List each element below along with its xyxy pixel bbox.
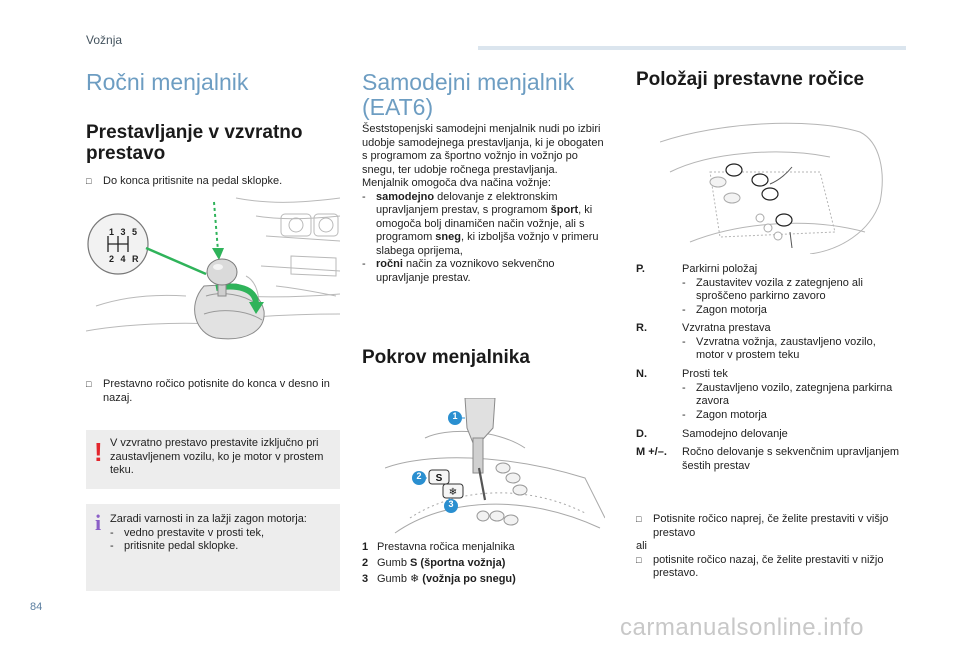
info-box — [86, 504, 340, 591]
bullet-icon: □ — [636, 514, 642, 524]
warning-icon: ! — [94, 437, 103, 467]
info-icon: i — [95, 510, 102, 535]
bullet-icon: □ — [86, 176, 92, 186]
position-d: D. Samodejno delovanje — [636, 428, 788, 440]
gear-labels-bottom: 2 4 R — [109, 254, 141, 264]
bullet-icon: □ — [636, 554, 642, 565]
position-r: R. Vzvratna prestava - Vzvratna vožnja, zaustavljeno vozilo, motor v prostem teku — [636, 322, 876, 361]
gear-selector-illustration — [660, 112, 886, 254]
shift-tips: □ Potisnite ročico naprej, če želite prestaviti v višjo prestavo ali □ potisnite ročico nazaj, če želite prestaviti v nižjo prestavo. — [636, 513, 889, 579]
gearbox-cover-illustration — [385, 398, 605, 536]
page-number: 84 — [30, 601, 43, 613]
position-p: P. Parkirni položaj - Zaustavitev vozila z zategnjeno ali sproščeno parkirno zavoro - Zagon motorja — [636, 263, 863, 316]
section-title: Vožnja — [86, 33, 123, 47]
automatic-description: Šeststopenjski samodejni menjalnik nudi po izbiri udobje samodejnega prestavljanja, ki je obogaten s programom za športno vožnjo in vožnjo po snegu, ter udobje ročnega prestavljanja. Menjalnik omogoča dva načina vožnje: - samodejno delovanje z elektronskim upravljanjem prestav, s programom šport, ki omogoča bolj dinamičen način vožnje, ali s programom sneg, ki izboljša vožnjo v primeru slabega oprijema, - ročni način za voznikovo sekvenčno upravljanje prestav. — [362, 123, 604, 284]
header-rule — [478, 46, 906, 50]
callout-3: 3 — [448, 499, 454, 509]
warning-text: V vzvratno prestavo prestavite izključno pri zaustavljenem vozilu, ko je motor v prostem teku. — [110, 437, 324, 476]
step-clutch: □ Do konca pritisnite na pedal sklopke. — [86, 175, 283, 187]
svg-text:❄: ❄ — [448, 487, 458, 498]
warning-box — [86, 430, 340, 489]
svg-text:S: S — [435, 473, 443, 484]
info-text: Zaradi varnosti in za lažji zagon motorja: - vedno prestavite v prosti tek, - pritisnite pedal sklopke. — [110, 513, 307, 552]
position-n: N. Prosti tek - Zaustavljeno vozilo, zategnjena parkirna zavora - Zagon motorja — [636, 368, 893, 421]
legend-item: 2 Gumb S (športna vožnja) — [362, 557, 506, 569]
watermark: carmanualsonline.info — [620, 614, 864, 641]
callout-1: 1 — [452, 411, 458, 421]
legend-item: 1 Prestavna ročica menjalnika — [362, 541, 515, 553]
gear-labels-top: 1 3 5 — [109, 227, 140, 237]
position-m: M +/–. Ročno delovanje s sekvenčnim upravljanjem šestih prestav — [636, 446, 900, 472]
cover-legend — [362, 539, 607, 587]
manual-gearbox-title: Ročni menjalnik — [86, 69, 249, 95]
lever-positions-title: Položaji prestavne ročice — [636, 69, 865, 90]
bullet-icon: □ — [86, 379, 92, 389]
manual-gearbox-illustration — [86, 196, 340, 344]
legend-item: 3 Gumb ❄ (vožnja po snegu) — [362, 573, 516, 585]
reverse-gear-subtitle: Prestavljanje v vzvratno prestavo — [86, 122, 303, 164]
callout-2: 2 — [416, 471, 422, 481]
gearbox-cover-subtitle: Pokrov menjalnika — [362, 347, 530, 368]
step-lever: □ Prestavno ročico potisnite do konca v desno in nazaj. — [86, 378, 330, 404]
automatic-gearbox-title: Samodejni menjalnik (EAT6) — [362, 69, 575, 120]
